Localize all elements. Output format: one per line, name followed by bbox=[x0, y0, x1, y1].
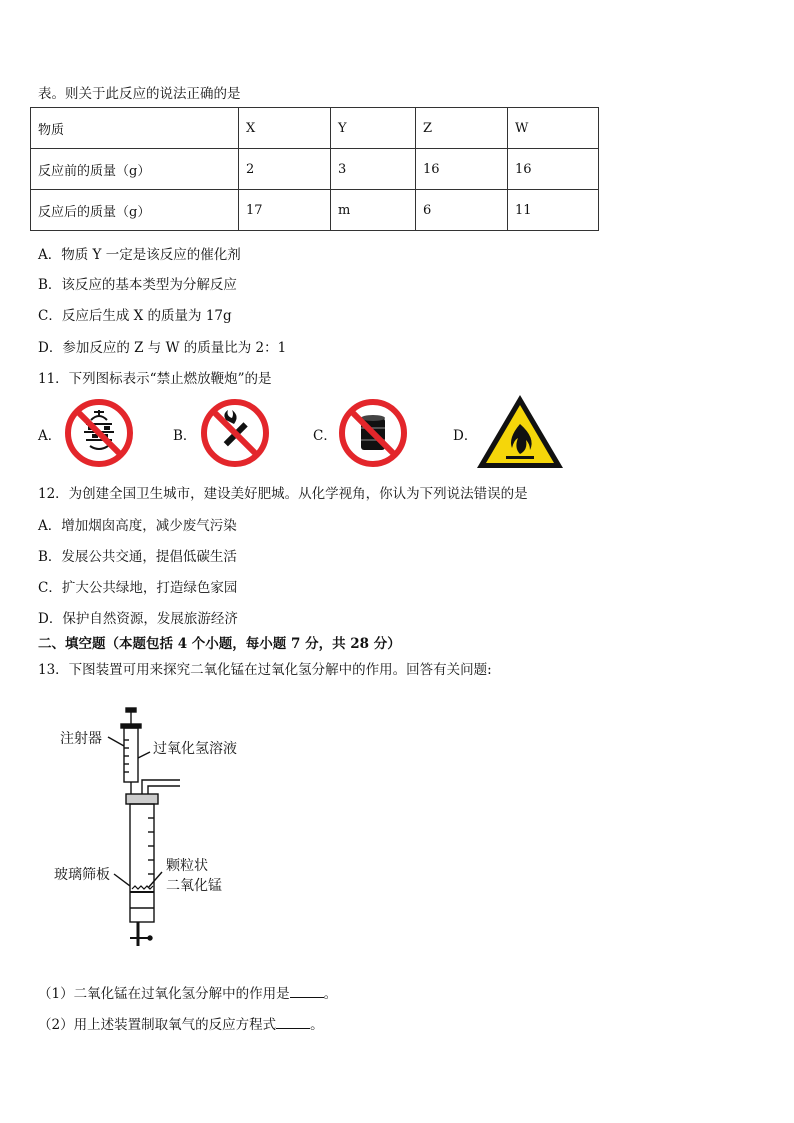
table-cell: 反应前的质量（g） bbox=[31, 149, 239, 190]
q13-sub2 bbox=[38, 1013, 324, 1033]
apparatus-diagram bbox=[50, 700, 250, 960]
label-h2o2: 过氧化氢溶液 bbox=[153, 741, 237, 757]
table-cell: 11 bbox=[508, 190, 599, 231]
no-firecrackers-icon bbox=[64, 398, 134, 468]
table-cell: Y bbox=[331, 108, 416, 149]
q13-stem: 13．下图装置可用来探究二氧化锰在过氧化氢分解中的作用。回答有关问题: bbox=[38, 662, 492, 678]
table-cell: 17 bbox=[239, 190, 331, 231]
q11-label-d: D． bbox=[453, 428, 478, 444]
q10-option-d: D．参加反应的 Z 与 W 的质量比为 2：1 bbox=[38, 340, 287, 356]
table-cell: X bbox=[239, 108, 331, 149]
q10-option-b: B．该反应的基本类型为分解反应 bbox=[38, 277, 237, 293]
table-cell: Z bbox=[416, 108, 508, 149]
mass-table bbox=[30, 107, 599, 231]
table-cell: m bbox=[331, 190, 416, 231]
table-row bbox=[31, 108, 599, 149]
section-heading: 二、填空题（本题包括 4 个小题，每小题 7 分，共 28 分） bbox=[38, 636, 401, 652]
table-row bbox=[31, 149, 599, 190]
table-cell: 16 bbox=[508, 149, 599, 190]
answer-blank-1[interactable] bbox=[290, 985, 324, 998]
label-syringe: 注射器 bbox=[60, 731, 102, 747]
q11-label-b: B． bbox=[173, 428, 197, 444]
q12-option-d: D．保护自然资源，发展旅游经济 bbox=[38, 611, 238, 627]
q12-stem: 12．为创建全国卫生城市，建设美好肥城。从化学视角，你认为下列说法错误的是 bbox=[38, 486, 528, 502]
q10-option-a: A．物质 Y 一定是该反应的催化剂 bbox=[38, 247, 241, 263]
q13-sub1 bbox=[38, 982, 337, 1002]
q11-label-a: A． bbox=[38, 428, 62, 444]
q11-stem: 11．下列图标表示“禁止燃放鞭炮”的是 bbox=[38, 371, 272, 387]
no-oil-drum-icon bbox=[338, 398, 408, 468]
q13-sub1-text: （1）二氧化锰在过氧化氢分解中的作用是 bbox=[38, 986, 290, 1002]
q13-sub2-end: 。 bbox=[310, 1017, 324, 1033]
answer-blank-2[interactable] bbox=[276, 1016, 310, 1029]
label-granular: 颗粒状 bbox=[166, 858, 208, 874]
q12-option-a: A．增加烟囱高度，减少废气污染 bbox=[38, 518, 237, 534]
table-cell: 6 bbox=[416, 190, 508, 231]
label-mno2: 二氧化锰 bbox=[166, 878, 222, 894]
q13-sub2-text: （2）用上述装置制取氧气的反应方程式 bbox=[38, 1017, 277, 1033]
no-smoking-icon bbox=[200, 398, 270, 468]
q11-label-c: C． bbox=[313, 428, 337, 444]
q13-sub1-end: 。 bbox=[323, 986, 338, 1002]
table-row bbox=[31, 190, 599, 231]
q11-sign-options bbox=[0, 392, 794, 472]
table-cell: 3 bbox=[331, 149, 416, 190]
table-cell: 16 bbox=[416, 149, 508, 190]
q10-option-c: C．反应后生成 X 的质量为 17g bbox=[38, 308, 232, 324]
table-cell: 2 bbox=[239, 149, 331, 190]
table-cell: 物质 bbox=[31, 108, 239, 149]
flammable-warning-icon bbox=[474, 392, 566, 472]
q12-option-b: B．发展公共交通，提倡低碳生活 bbox=[38, 549, 237, 565]
intro-text: 表。则关于此反应的说法正确的是 bbox=[38, 86, 241, 102]
label-glass-plate: 玻璃筛板 bbox=[54, 867, 110, 883]
table-cell: W bbox=[508, 108, 599, 149]
table-cell: 反应后的质量（g） bbox=[31, 190, 239, 231]
q12-option-c: C．扩大公共绿地，打造绿色家园 bbox=[38, 580, 238, 596]
